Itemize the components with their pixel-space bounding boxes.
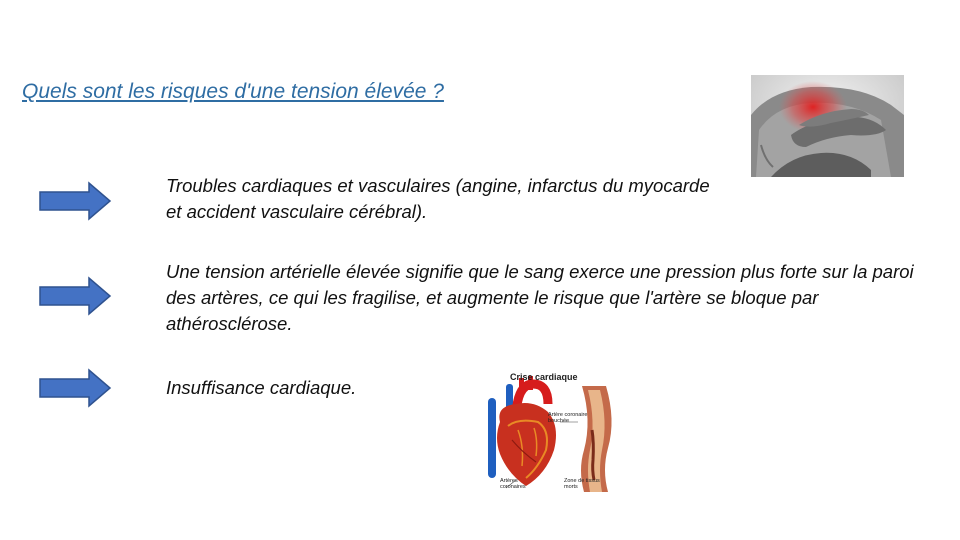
right-arrow-icon (38, 276, 112, 316)
label-dead-tissue-zone: Zone de tissus morts (564, 478, 600, 490)
diagram-title: Crise cardiaque (510, 372, 578, 382)
right-arrow-icon (38, 181, 112, 221)
slide-title: Quels sont les risques d'une tension élevée ? (22, 80, 444, 103)
chest-pain-photo (751, 75, 904, 177)
label-coronary-arteries: Artères coronaires (500, 478, 526, 490)
risk-item-cardiovascular: Troubles cardiaques et vasculaires (angine, infarctus du myocarde et accident vasculaire cérébral). (166, 175, 710, 222)
risk-item-artery-pressure: Une tension artérielle élevée signifie que le sang exerce une pression plus forte sur la paroi des artères, ce qui les fragilise, et augmente le risque que l'artère se bloque par athérosclérose. (166, 261, 914, 334)
risk-item-heart-failure: Insuffisance cardiaque. (166, 377, 357, 398)
label-blocked-artery: Artère coronaire bouchée (548, 412, 588, 424)
right-arrow-icon (38, 368, 112, 408)
heart-attack-diagram (478, 370, 616, 496)
